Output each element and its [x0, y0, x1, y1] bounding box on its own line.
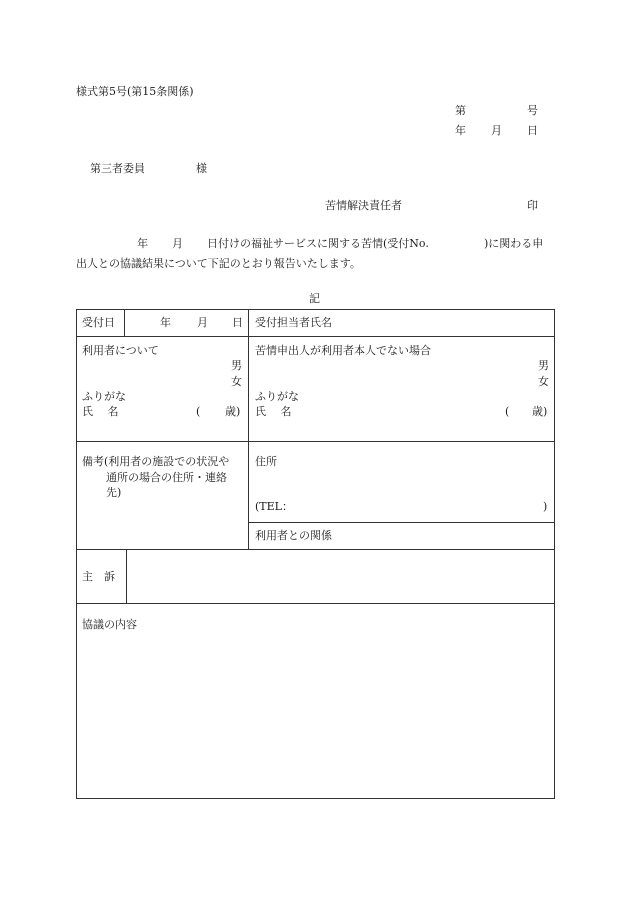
user-name-label: 氏 名: [82, 405, 119, 418]
tel-open: (TEL：: [255, 500, 293, 513]
sender-label: 苦情解決責任者: [325, 199, 402, 212]
user-furigana: ふりがな: [82, 390, 126, 403]
row-divider-4: [76, 603, 555, 604]
reception-date-label: 受付日: [82, 316, 115, 329]
intro-text-b: )に関わる申: [484, 237, 544, 250]
report-table: [76, 309, 555, 799]
ki-heading: 記: [309, 292, 320, 305]
row-divider-1: [76, 336, 555, 337]
remarks-line-3: 先): [106, 486, 122, 499]
col-divider-reception: [124, 309, 125, 337]
col-divider-complaint: [126, 549, 127, 604]
complainant-section-title: 苦情申出人が利用者本人でない場合: [255, 344, 431, 357]
date-year: 年: [455, 124, 466, 137]
reception-year: 年: [160, 316, 171, 329]
reception-day: 日: [232, 316, 243, 329]
relation-label: 利用者との関係: [255, 529, 332, 542]
seal-mark: 印: [527, 199, 538, 212]
doc-no-suffix: 号: [527, 104, 538, 117]
addressee-honorific: 様: [196, 162, 207, 175]
doc-no-prefix: 第: [455, 104, 466, 117]
user-age-close: 歳): [225, 405, 241, 418]
complainant-female: 女: [538, 375, 549, 388]
complaint-label: 主 訴: [82, 570, 115, 583]
col-divider-main: [248, 309, 249, 550]
remarks-line-2: 通所の場合の住所・連絡: [106, 471, 227, 484]
row-divider-address: [248, 522, 555, 523]
reception-month: 月: [197, 316, 208, 329]
user-male: 男: [231, 359, 242, 372]
intro-year: 年: [137, 237, 148, 250]
intro-text-a: 日付けの福祉サービスに関する苦情(受付No.: [207, 237, 429, 250]
remarks-line-1: 備考(利用者の施設での状況や: [82, 455, 230, 468]
user-age-open: (: [196, 405, 201, 418]
complainant-furigana: ふりがな: [255, 390, 299, 403]
date-month: 月: [491, 124, 502, 137]
address-label: 住所: [255, 455, 277, 468]
tel-close: ): [543, 500, 548, 513]
staff-name-label: 受付担当者氏名: [255, 316, 332, 329]
complainant-age-open: (: [505, 405, 510, 418]
form-number: 様式第5号(第15条関係): [76, 85, 194, 98]
complainant-name-label: 氏 名: [255, 405, 292, 418]
date-day: 日: [527, 124, 538, 137]
intro-line-2: 出人との協議結果について下記のとおり報告いたします。: [76, 257, 361, 270]
intro-month: 月: [172, 237, 183, 250]
addressee-label: 第三者委員: [90, 162, 145, 175]
user-section-title: 利用者について: [82, 344, 159, 357]
discussion-label: 協議の内容: [82, 618, 137, 631]
row-divider-2: [76, 441, 555, 442]
row-divider-3: [76, 549, 555, 550]
complainant-age-close: 歳): [532, 405, 548, 418]
user-female: 女: [231, 375, 242, 388]
complainant-male: 男: [538, 359, 549, 372]
